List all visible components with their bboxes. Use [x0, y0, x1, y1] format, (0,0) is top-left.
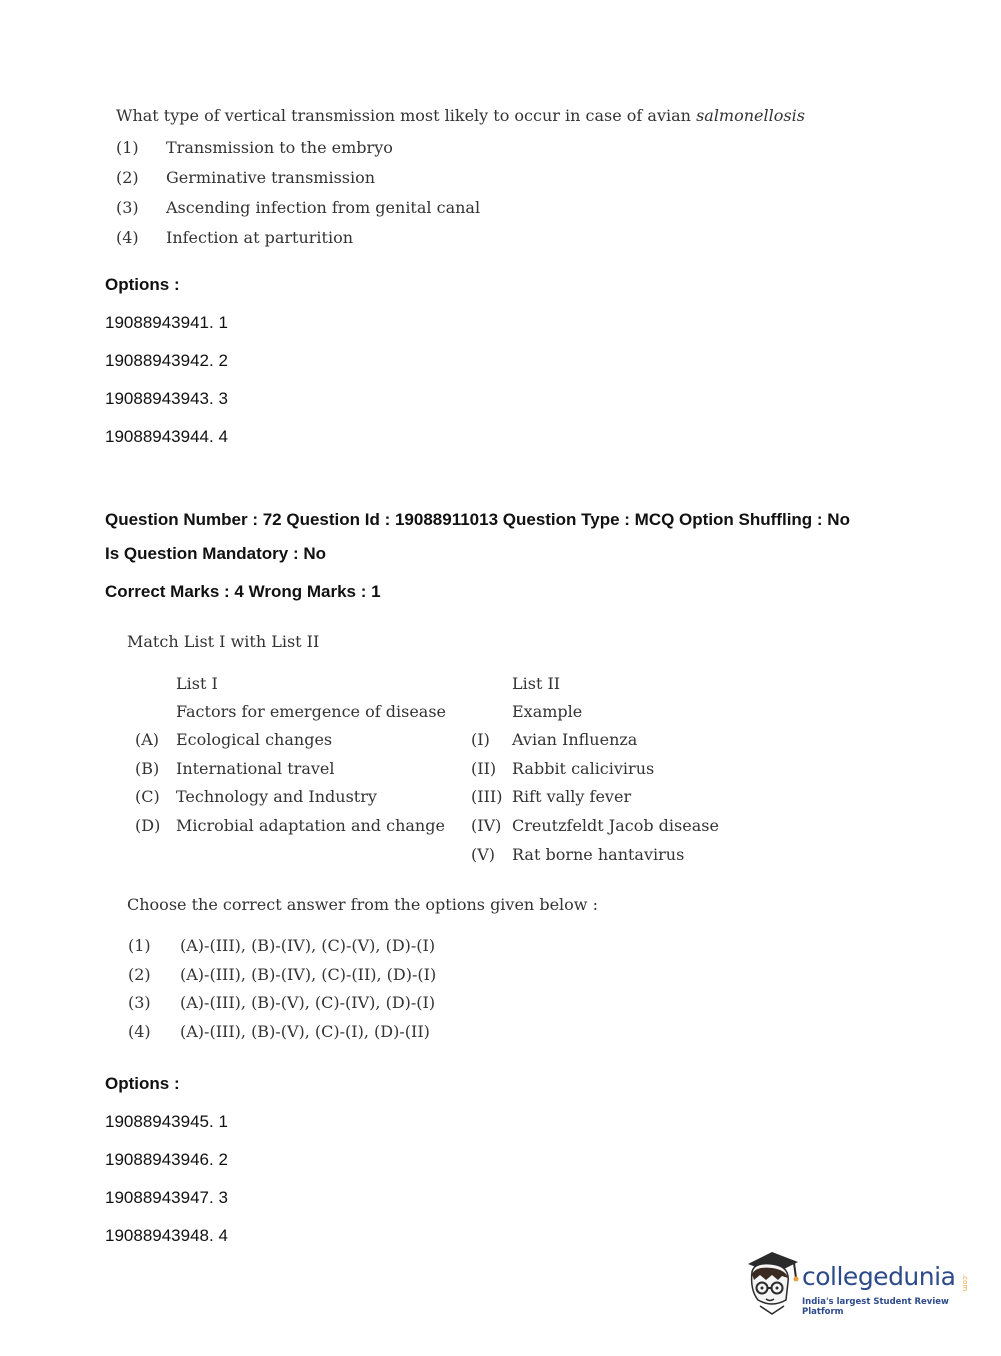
q72-meta-line-1: Question Number : 72 Question Id : 19088911013 Question Type : MCQ Option Shuffling : No [105, 510, 850, 529]
q71-choice-3-num: (3) [116, 198, 139, 217]
list1-subtitle: Factors for emergence of disease [176, 702, 446, 721]
q71-option-3: 19088943943. 3 [105, 389, 228, 408]
student-mascot-icon [742, 1248, 804, 1318]
q72-answer-3-num: (3) [128, 993, 151, 1012]
brand-suffix: .com [961, 1274, 969, 1292]
q71-choice-1-text: Transmission to the embryo [166, 138, 393, 157]
list1-key-c: (C) [135, 787, 160, 806]
q72-answer-3-text: (A)-(III), (B)-(V), (C)-(IV), (D)-(I) [180, 993, 436, 1012]
q72-meta-line-2: Is Question Mandatory : No [105, 544, 327, 563]
list1-item-a: Ecological changes [176, 730, 333, 749]
q72-meta-line-3: Correct Marks : 4 Wrong Marks : 1 [105, 582, 381, 601]
list2-key-v: (V) [471, 845, 496, 864]
q72-option-4: 19088943948. 4 [105, 1226, 228, 1245]
list1-key-d: (D) [135, 816, 161, 835]
q71-choice-2-num: (2) [116, 168, 139, 187]
list2-key-iv: (IV) [471, 816, 502, 835]
q72-intro: Match List I with List II [127, 632, 320, 651]
q72-options-label: Options : [105, 1074, 180, 1093]
list1-key-a: (A) [135, 730, 160, 749]
q71-choice-4-num: (4) [116, 228, 139, 247]
q72-choose-text: Choose the correct answer from the options given below : [127, 895, 598, 914]
list2-subtitle: Example [512, 702, 583, 721]
q71-choice-2-text: Germinative transmission [166, 168, 376, 187]
list2-item-ii: Rabbit calicivirus [512, 759, 655, 778]
q71-choice-4-text: Infection at parturition [166, 228, 354, 247]
question-71-text: What type of vertical transmission most likely to occur in case of avian salmonellosis [116, 106, 805, 125]
list1-title: List I [176, 674, 218, 693]
q71-options-label: Options : [105, 275, 180, 294]
list1-item-c: Technology and Industry [176, 787, 377, 806]
brand-name: collegedunia [802, 1262, 956, 1291]
brand-tagline: India's largest Student Review Platform [802, 1297, 949, 1317]
q71-option-4: 19088943944. 4 [105, 427, 228, 446]
q72-option-1: 19088943945. 1 [105, 1112, 228, 1131]
q72-option-2: 19088943946. 2 [105, 1150, 228, 1169]
list2-item-v: Rat borne hantavirus [512, 845, 685, 864]
q72-answer-4-num: (4) [128, 1022, 151, 1041]
list2-item-iv: Creutzfeldt Jacob disease [512, 816, 719, 835]
q72-answer-1-text: (A)-(III), (B)-(IV), (C)-(V), (D)-(I) [180, 936, 436, 955]
list2-key-i: (I) [471, 730, 490, 749]
q72-answer-2-num: (2) [128, 965, 151, 984]
q71-choice-3-text: Ascending infection from genital canal [166, 198, 481, 217]
collegedunia-logo[interactable] [742, 1248, 972, 1318]
q72-answer-4-text: (A)-(III), (B)-(V), (C)-(I), (D)-(II) [180, 1022, 430, 1041]
list2-title: List II [512, 674, 561, 693]
list2-key-iii: (III) [471, 787, 503, 806]
q71-option-1: 19088943941. 1 [105, 313, 228, 332]
list2-item-iii: Rift vally fever [512, 787, 632, 806]
list1-key-b: (B) [135, 759, 160, 778]
q72-answer-1-num: (1) [128, 936, 151, 955]
list1-item-b: International travel [176, 759, 335, 778]
list2-key-ii: (II) [471, 759, 497, 778]
list2-item-i: Avian Influenza [512, 730, 638, 749]
q71-choice-1-num: (1) [116, 138, 139, 157]
q72-answer-2-text: (A)-(III), (B)-(IV), (C)-(II), (D)-(I) [180, 965, 437, 984]
list1-item-d: Microbial adaptation and change [176, 816, 445, 835]
q71-option-2: 19088943942. 2 [105, 351, 228, 370]
q72-option-3: 19088943947. 3 [105, 1188, 228, 1207]
